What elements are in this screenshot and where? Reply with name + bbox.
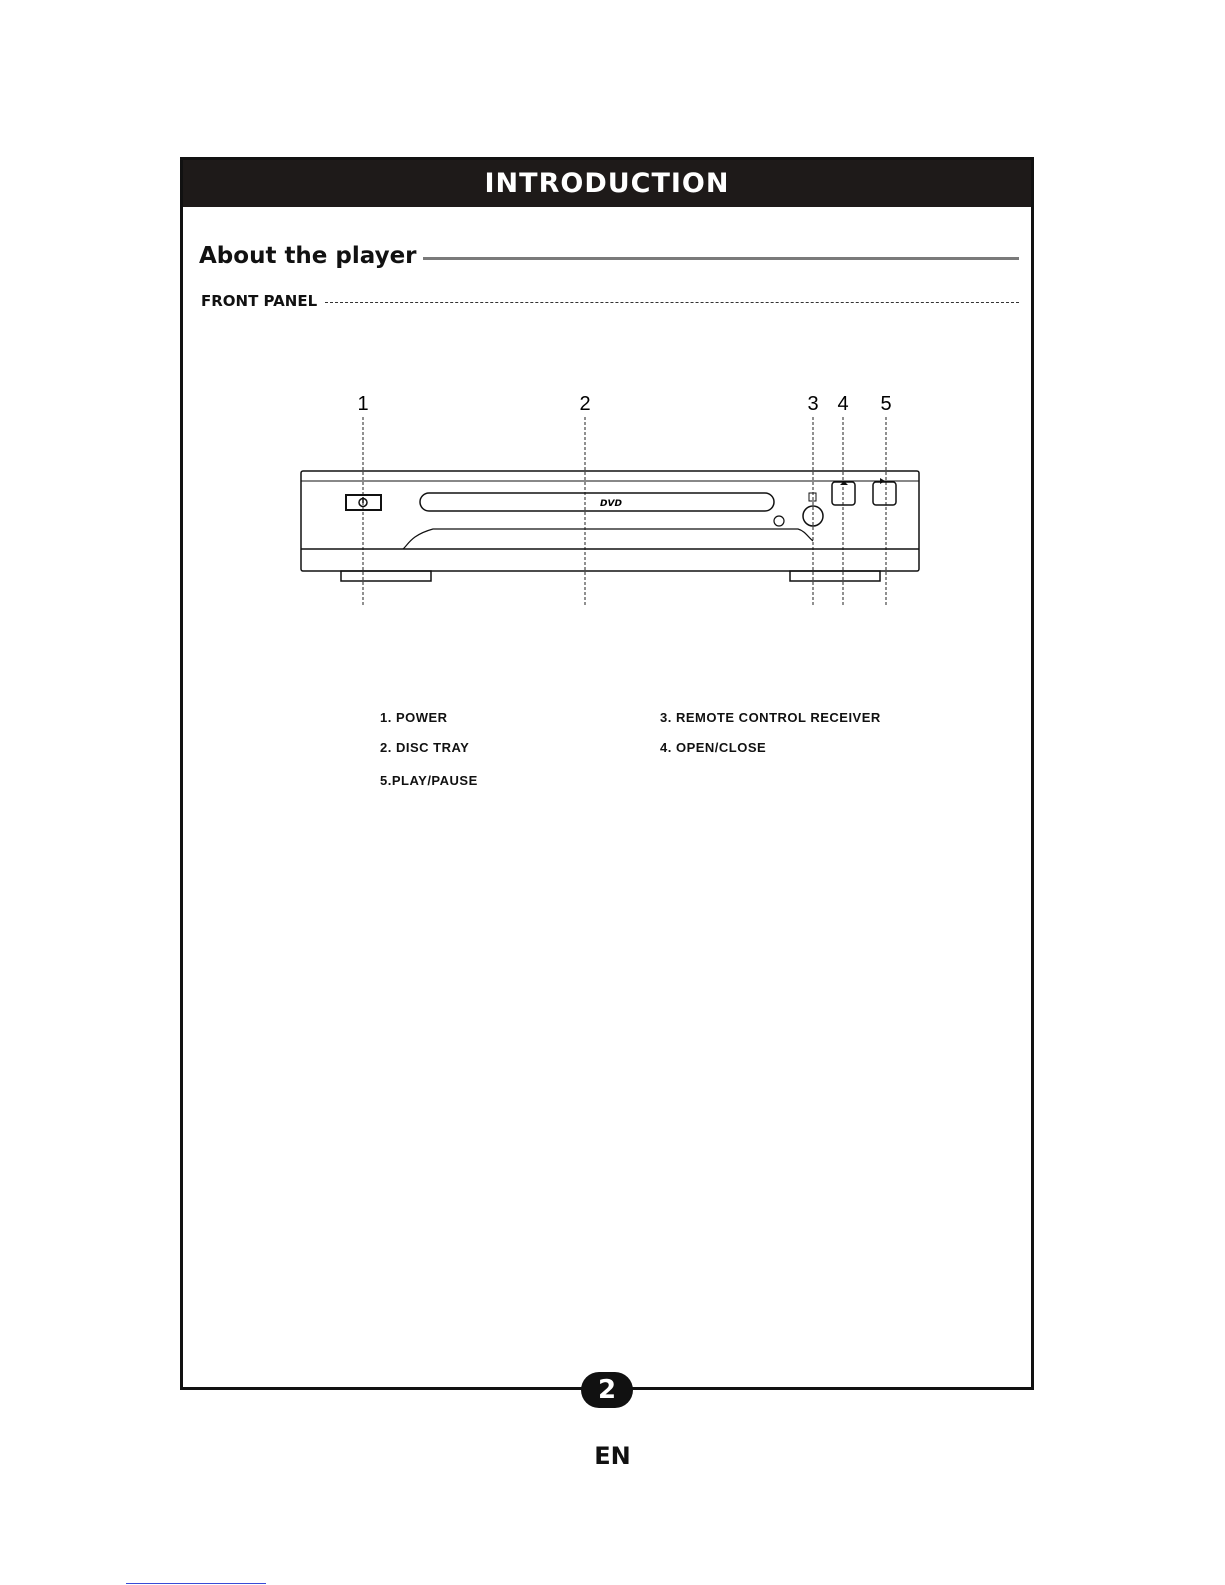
legend-item: 3. REMOTE CONTROL RECEIVER: [660, 710, 881, 725]
disc-tray: [420, 493, 774, 511]
legend-item: 4. OPEN/CLOSE: [660, 740, 767, 755]
callout-1: 1: [357, 393, 369, 415]
front-panel-diagram: [293, 385, 933, 605]
section-title: About the player: [199, 240, 421, 272]
legend-item: 2. DISC TRAY: [380, 740, 470, 755]
player-chassis: [301, 471, 919, 581]
legend-item: 1. POWER: [380, 710, 448, 725]
callout-2: 2: [579, 393, 591, 415]
bottom-mark: [126, 1583, 266, 1584]
indicator-light: [774, 516, 784, 526]
page-number-badge: [581, 1372, 633, 1408]
page-title: INTRODUCTION: [484, 168, 730, 199]
page-number: 2: [597, 1375, 617, 1405]
page-frame: [180, 157, 1034, 1405]
section-rule: [423, 257, 1019, 260]
subsection-rule: [325, 302, 1019, 303]
play-pause-button: [873, 478, 896, 505]
dvd-logo: DVD: [600, 499, 622, 509]
legend-item: 5.PLAY/PAUSE: [380, 773, 478, 788]
callout-3: 3: [807, 393, 819, 415]
language-code: EN: [594, 1442, 631, 1470]
callout-4: 4: [837, 393, 849, 415]
header-bar: [183, 160, 1031, 207]
subsection-title: FRONT PANEL: [201, 291, 321, 311]
callout-5: 5: [880, 393, 892, 415]
